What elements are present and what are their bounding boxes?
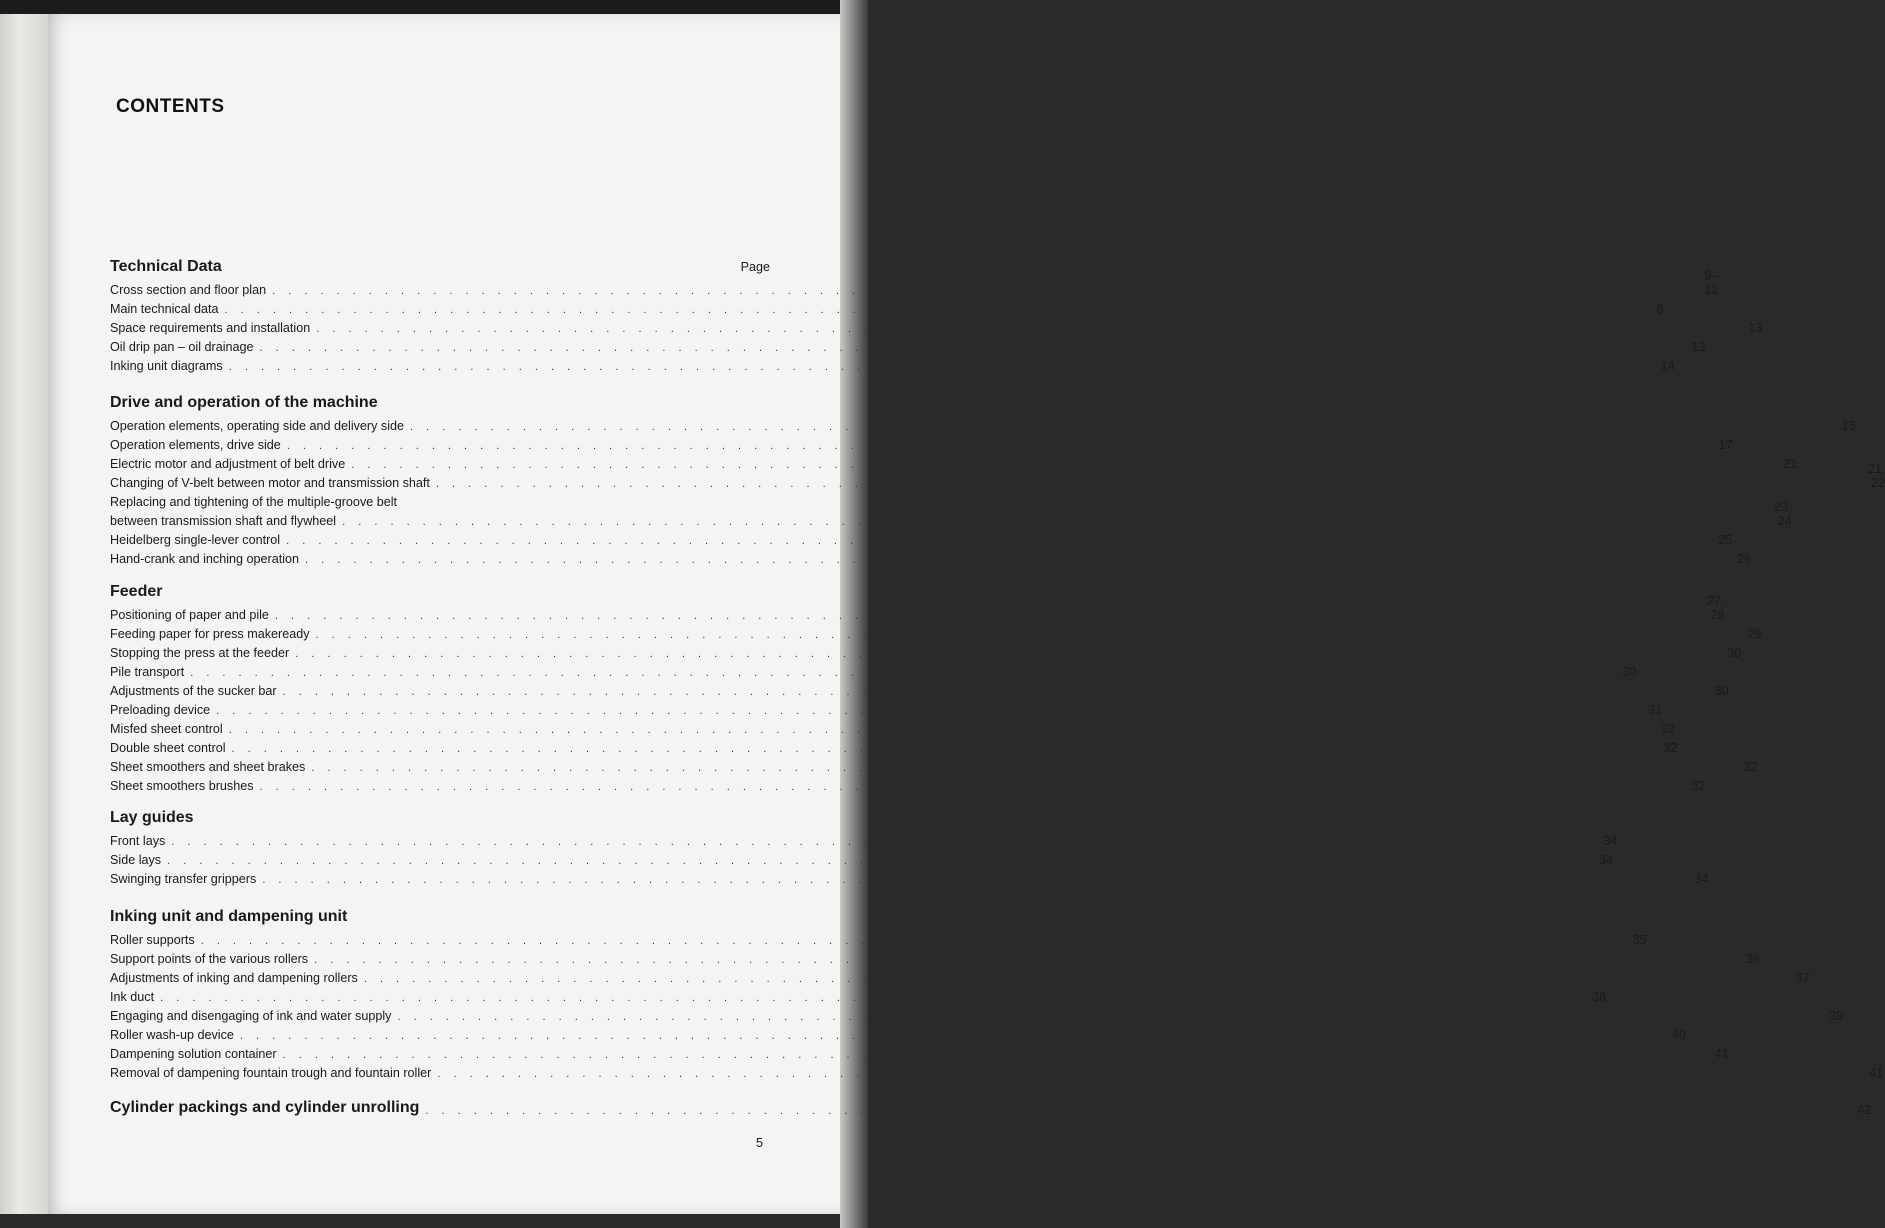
leader-dots: . . . . . . . . . . . . . . . . . . . . . . . . . . . . . . . . . . . . . . . . . . . . . . . . . . . . . . . . . . . . . . . . . . . . . . . . . . . . . . . . . . . . . . . . . xyxy=(228,361,1655,373)
toc-entry-page: 30 xyxy=(1714,684,1729,698)
leader-dots: . . . . . . . . . . . . . . . . . . . . . . . . . . . . . . . . . . . . . . . . . . . . . . . . . . . . . . . . . . . . . . . . . . . . . . . . . . . . . . . . . . . . . . . . . xyxy=(397,1011,1824,1023)
leader-dots: . . . . . . . . . . . . . . . . . . . . . . . . . . . . . . . . . . . . . . . . . . . . . . . . . . . . . . . . . . . . . . . . . . . . . . . . . . . . . . . . . . . . . . . . . xyxy=(282,686,1709,698)
section-heading: Lay guides xyxy=(110,809,194,826)
toc-entry-label: Operation elements, drive side xyxy=(110,438,287,452)
scan-border-top xyxy=(0,0,868,14)
toc-entry xyxy=(110,297,1664,316)
toc-entry-label: Adjustments of inking and dampening rollers xyxy=(110,971,364,985)
toc-entry xyxy=(110,679,1729,698)
leader-dots: . . . . . . . . . . . . . . . . . . . . . . . . . . . . . . . . . . . . . . . . . . . . . . . . . . . . . . . . . . . . . . . . . . . . . . . . . . . . . . . . . . . . . . . . . xyxy=(259,781,1686,793)
toc-entry-label: Inking unit diagrams xyxy=(110,359,229,373)
toc-entry-page: 21, 22 xyxy=(1867,462,1885,490)
leader-dots: . . . . . . . . . . . . . . . . . . . . . . . . . . . . . . . . . . . . . . . . . . . . . . . . . . . . . . . . . . . . . . . . . . . . . . . . . . . . . . . . . . . . . . . . . xyxy=(200,935,1627,947)
leader-dots: . . . . . . . . . . . . . . . . . . . . . . . . . . . . . . . . . . . . . . . . . . . . . . . . . . . . . . . . . . . . . . . . . . . . . . . . . . . . . . . . . . . . . . . . . xyxy=(425,1105,1852,1117)
toc-entry xyxy=(110,547,1751,566)
toc-entry-label: Changing of V-belt between motor and transmission shaft xyxy=(110,476,436,490)
toc-entry-page: 37 xyxy=(1795,971,1810,985)
toc-entry-label: Replacing and tightening of the multiple-groove belt xyxy=(110,495,403,509)
toc-entry-page: 38 xyxy=(1592,990,1607,1004)
toc-list xyxy=(110,414,1885,566)
toc-entry-label: Roller wash-up device xyxy=(110,1028,240,1042)
leader-dots: . . . . . . . . . . . . . . . . . . . . . . . . . . . . . . . . . . . . . . . . . . . . . . . . . . . . . . . . . . . . . . . . . . . . . . . . . . . . . . . . . . . . . . . . . xyxy=(228,724,1655,736)
toc-entry-label: Ink duct xyxy=(110,990,160,1004)
section-lay-guides xyxy=(110,809,1709,886)
leader-dots: . . . . . . . . . . . . . . . . . . . . . . . . . . . . . . . . . . . . . . . . . . . . . . . . . . . . . . . . . . . . . . . . . . . . . . . . . . . . . . . . . . . . . . . . . xyxy=(314,954,1741,966)
toc-entry-label: Roller supports xyxy=(110,933,201,947)
toc-entry xyxy=(110,641,1742,660)
toc-entry-label: Space requirements and installation xyxy=(110,321,316,335)
leader-dots: . . . . . . . . . . . . . . . . . . . . . . . . . . . . . . . . . . . . . . . . . . . . . . . . . . . . . . . . . . . . . . . . . . . . . . . . . . . . . . . . . . . . . . . . . xyxy=(274,610,1701,622)
toc-entry-label: Dampening solution container xyxy=(110,1047,283,1061)
toc-entry xyxy=(110,594,1725,622)
leader-dots: . . . . . . . . . . . . . . . . . . . . . . . . . . . . . . . . . . . . . . . . . . . . . . . . . . . . . . . . . . . . . . . . . . . . . . . . . . . . . . . . . . . . . . . . . xyxy=(351,459,1778,471)
leader-dots: . . . . . . . . . . . . . . . . . . . . . . . . . . . . . . . . . . . . . . . . . . . . . . . . . . . . . . . . . . . . . . . . . . . . . . . . . . . . . . . . . . . . . . . . . xyxy=(315,629,1742,641)
section-technical-data xyxy=(110,258,1763,373)
book-spine xyxy=(0,14,48,1214)
toc-entry-page: 32 xyxy=(1691,779,1706,793)
toc-entry xyxy=(110,867,1709,886)
leader-dots: . . . . . . . . . . . . . . . . . . . . . . . . . . . . . . . . . . . . . . . . . . . . . . . . . . . . . . . . . . . . . . . . . . . . . . . . . . . . . . . . . . . . . . . . . xyxy=(216,705,1643,717)
toc-entry-label: Stopping the press at the feeder xyxy=(110,646,295,660)
toc-entry-label: Front lays xyxy=(110,834,171,848)
toc-entry-page: 15 xyxy=(1841,419,1856,433)
leader-dots: . . . . . . . . . . . . . . . . . . . . . . . . . . . . . . . . . . . . . . . . . . . . . . . . . . . . . . . . . . . . . . . . . . . . . . . . . . . . . . . . . . . . . . . . . xyxy=(224,304,1651,316)
toc-entry xyxy=(110,928,1647,947)
toc-entry-page: 13 xyxy=(1691,340,1706,354)
toc-entry-label: Oil drip pan – oil drainage xyxy=(110,340,260,354)
toc-entry-page: 30 xyxy=(1727,646,1742,660)
toc-entry-label: Hand-crank and inching operation xyxy=(110,552,305,566)
leader-dots: . . . . . . . . . . . . . . . . . . . . . . . . . . . . . . . . . . . . . . . . . . . . . . . . . . . . . . . . . . . . . . . . . . . . . . . . . . . . . . . . . . . . . . . . . xyxy=(311,762,1738,774)
toc-entry-label: Cross section and floor plan xyxy=(110,283,272,297)
toc-entry-page: 34 xyxy=(1599,853,1614,867)
toc-entry xyxy=(110,452,1798,471)
toc-entry xyxy=(110,622,1762,641)
toc-entry-page: 34 xyxy=(1603,834,1618,848)
toc-list xyxy=(110,594,1762,793)
toc-entry-page: 39 xyxy=(1829,1009,1844,1023)
toc-entry-page: 14 xyxy=(1660,359,1675,373)
toc-entry-label: Engaging and disengaging of ink and water supply xyxy=(110,1009,397,1023)
toc-entry-label: Cylinder packings and cylinder unrolling xyxy=(110,1099,425,1117)
toc-entry-label: Adjustments of the sucker bar xyxy=(110,684,283,698)
section-heading: Drive and operation of the machine xyxy=(110,394,378,411)
toc-entry-page: 32 xyxy=(1663,741,1678,755)
toc-entry-label: Pile transport xyxy=(110,665,190,679)
toc-entry xyxy=(110,1061,1884,1080)
leader-dots: . . . . . . . . . . . . . . . . . . . . . . . . . . . . . . . . . . . . . . . . . . . . . . . . . . . . . . . . . . . . . . . . . . . . . . . . . . . . . . . . . . . . . . . . . xyxy=(363,973,1790,985)
toc-entry-page: 29 xyxy=(1747,627,1762,641)
toc-entry-label: Support points of the various rollers xyxy=(110,952,314,966)
toc-entry-page: 13 xyxy=(1748,321,1763,335)
leader-dots: . . . . . . . . . . . . . . . . . . . . . . . . . . . . . . . . . . . . . . . . . . . . . . . . . . . . . . . . . . . . . . . . . . . . . . . . . . . . . . . . . . . . . . . . . xyxy=(286,440,1713,452)
toc-entry xyxy=(110,985,1607,1004)
toc-entry-page: 26 xyxy=(1736,552,1751,566)
leader-dots: . . . . . . . . . . . . . . . . . . . . . . . . . . . . . . . . . . . . . . . . . . . . . . . . . . . . . . . . . . . . . . . . . . . . . . . . . . . . . . . . . . . . . . . . . xyxy=(231,743,1658,755)
toc-entry-page: 21 xyxy=(1783,457,1798,471)
section-feeder xyxy=(110,583,1762,793)
toc-entry xyxy=(110,1098,1872,1117)
toc-entry xyxy=(110,354,1675,373)
leader-dots: . . . . . . . . . . . . . . . . . . . . . . . . . . . . . . . . . . . . . . . . . . . . . . . . . . . . . . . . . . . . . . . . . . . . . . . . . . . . . . . . . . . . . . . . . xyxy=(342,516,1769,528)
toc-entry-page: 35 xyxy=(1632,933,1647,947)
toc-list xyxy=(110,829,1709,886)
leader-dots: . . . . . . . . . . . . . . . . . . . . . . . . . . . . . . . . . . . . . . . . . . . . . . . . . . . . . . . . . . . . . . . . . . . . . . . . . . . . . . . . . . . . . . . . . xyxy=(316,323,1743,335)
toc-entry-label: Side lays xyxy=(110,853,167,867)
toc-entry-page: 42 xyxy=(1857,1103,1872,1117)
leader-dots: . . . . . . . . . . . . . . . . . . . . . . . . . . . . . . . . . . . . . . . . . . . . . . . . . . . . . . . . . . . . . . . . . . . . . . . . . . . . . . . . . . . . . . . . . xyxy=(305,554,1731,566)
toc-list xyxy=(110,928,1884,1080)
toc-entry-label: Sheet smoothers brushes xyxy=(110,779,260,793)
toc-entry-label: Electric motor and adjustment of belt drive xyxy=(110,457,351,471)
leader-dots: . . . . . . . . . . . . . . . . . . . . . . . . . . . . . . . . . . . . . . . . . . . . . . . . . . . . . . . . . . . . . . . . . . . . . . . . . . . . . . . . . . . . . . . . . xyxy=(160,992,1587,1004)
toc-entry xyxy=(110,269,1719,297)
toc-entry-label: Sheet smoothers and sheet brakes xyxy=(110,760,311,774)
toc-entry-page: 36 xyxy=(1746,952,1761,966)
leader-dots: . . . . . . . . . . . . . . . . . . . . . . . . . . . . . . . . . . . . . . . . . . . . . . . . . . . . . . . . . . . . . . . . . . . . . . . . . . . . . . . . . . . . . . . . . xyxy=(239,1030,1666,1042)
section-heading: Inking unit and dampening unit xyxy=(110,908,348,925)
leader-dots: . . . . . . . . . . . . . . . . . . . . . . . . . . . . . . . . . . . . . . . . . . . . . . . . . . . . . . . . . . . . . . . . . . . . . . . . . . . . . . . . . . . . . . . . . xyxy=(435,478,1862,490)
toc-entry xyxy=(110,698,1663,717)
toc-entry-page: 25 xyxy=(1718,533,1733,547)
page-title: CONTENTS xyxy=(116,96,225,117)
toc-entry xyxy=(110,528,1733,547)
toc-entry-page: 34 xyxy=(1694,872,1709,886)
toc-entry-label: between transmission shaft and flywheel xyxy=(110,514,342,528)
toc-entry xyxy=(110,1004,1844,1023)
leader-dots: . . . . . . . . . . . . . . . . . . . . . . . . . . . . . . . . . . . . . . . . . . . . . . . . . . . . . . . . . . . . . . . . . . . . . . . . . . . . . . . . . . . . . . . . . xyxy=(167,855,1594,867)
toc-entry xyxy=(110,660,1637,679)
leader-dots: . . . . . . . . . . . . . . . . . . . . . . . . . . . . . . . . . . . . . . . . . . . . . . . . . . . . . . . . . . . . . . . . . . . . . . . . . . . . . . . . . . . . . . . . . xyxy=(286,535,1713,547)
toc-entry-label: Operation elements, operating side and delivery side xyxy=(110,419,410,433)
toc-entry-page: 31 xyxy=(1648,703,1663,717)
toc-entry-page: 41 xyxy=(1714,1047,1729,1061)
toc-entry xyxy=(110,1042,1729,1061)
toc-entry xyxy=(110,717,1675,736)
page-number: 5 xyxy=(756,1136,764,1150)
section-inking-dampening xyxy=(110,908,1884,1080)
section-drive-operation xyxy=(110,394,1885,566)
leader-dots: . . . . . . . . . . . . . . . . . . . . . . . . . . . . . . . . . . . . . . . . . . . . . . . . . . . . . . . . . . . . . . . . . . . . . . . . . . . . . . . . . . . . . . . . . xyxy=(262,874,1689,886)
toc-entry-page: 8 xyxy=(1656,302,1664,316)
toc-entry-label: Removal of dampening fountain trough and fountain roller xyxy=(110,1066,437,1080)
toc-entry-page: 30 xyxy=(1622,665,1637,679)
leader-dots: . . . . . . . . . . . . . . . . . . . . . . . . . . . . . . . . . . . . . . . . . . . . . . . . . . . . . . . . . . . . . . . . . . . . . . . . . . . . . . . . . . . . . . . . . xyxy=(190,667,1617,679)
toc-entry xyxy=(110,335,1706,354)
toc-entry-page: 40 xyxy=(1671,1028,1686,1042)
section-heading: Technical Data xyxy=(110,258,222,275)
toc-entry-page: 27, 28 xyxy=(1706,594,1725,622)
toc-entry-label: Heidelberg single-lever control xyxy=(110,533,286,547)
toc-entry xyxy=(110,755,1758,774)
toc-entry xyxy=(110,1023,1686,1042)
toc-entry-label: Misfed sheet control xyxy=(110,722,229,736)
toc-entry xyxy=(110,947,1761,966)
leader-dots: . . . . . . . . . . . . . . . . . . . . . . . . . . . . . . . . . . . . . . . . . . . . . . . . . . . . . . . . . . . . . . . . . . . . . . . . . . . . . . . . . . . . . . . . . xyxy=(272,285,1699,297)
toc-entry-label: Preloading device xyxy=(110,703,216,717)
toc-entry xyxy=(110,433,1733,452)
section-cylinder-packings xyxy=(110,1098,1872,1117)
toc-entry xyxy=(110,414,1856,433)
toc-entry-page: 23, 24 xyxy=(1774,500,1792,528)
toc-list xyxy=(110,269,1763,373)
toc-entry-label: Double sheet control xyxy=(110,741,232,755)
toc-entry-page: 32 xyxy=(1743,760,1758,774)
leader-dots: . . . . . . . . . . . . . . . . . . . . . . . . . . . . . . . . . . . . . . . . . . . . . . . . . . . . . . . . . . . . . . . . . . . . . . . . . . . . . . . . . . . . . . . . . xyxy=(437,1068,1864,1080)
toc-entry xyxy=(110,316,1763,335)
section-heading: Feeder xyxy=(110,583,163,600)
leader-dots: . . . . . . . . . . . . . . . . . . . . . . . . . . . . . . . . . . . . . . . . . . . . . . . . . . . . . . . . . . . . . . . . . . . . . . . . . . . . . . . . . . . . . . . . . xyxy=(282,1049,1709,1061)
leader-dots: . . . . . . . . . . . . . . . . . . . . . . . . . . . . . . . . . . . . . . . . . . . . . . . . . . . . . . . . . . . . . . . . . . . . . . . . . . . . . . . . . . . . . . . . . xyxy=(295,648,1722,660)
toc-entry-label: Feeding paper for press makeready xyxy=(110,627,316,641)
toc-entry-page: 9–12 xyxy=(1704,269,1719,297)
toc-entry xyxy=(110,774,1706,793)
toc-entry-page: 17 xyxy=(1718,438,1733,452)
toc-entry xyxy=(110,490,770,509)
toc-entry xyxy=(110,736,1678,755)
toc-entry-page: 41 xyxy=(1869,1066,1884,1080)
leader-dots: . . . . . . . . . . . . . . . . . . . . . . . . . . . . . . . . . . . . . . . . . . . . . . . . . . . . . . . . . . . . . . . . . . . . . . . . . . . . . . . . . . . . . . . . . xyxy=(259,342,1686,354)
toc-entry xyxy=(110,966,1810,985)
toc-entry xyxy=(110,829,1618,848)
toc-entry-label: Main technical data xyxy=(110,302,225,316)
page-column-label: Page xyxy=(740,260,770,274)
toc-entry-label: Swinging transfer grippers xyxy=(110,872,262,886)
leader-dots: . . . . . . . . . . . . . . . . . . . . . . . . . . . . . . . . . . . . . . . . . . . . . . . . . . . . . . . . . . . . . . . . . . . . . . . . . . . . . . . . . . . . . . . . . xyxy=(171,836,1598,848)
toc-entry-page: 32 xyxy=(1660,722,1675,736)
toc-entry-label: Positioning of paper and pile xyxy=(110,608,275,622)
leader-dots: . . . . . . . . . . . . . . . . . . . . . . . . . . . . . . . . . . . . . . . . . . . . . . . . . . . . . . . . . . . . . . . . . . . . . . . . . . . . . . . . . . . . . . . . . xyxy=(410,421,1836,433)
toc-entry xyxy=(110,848,1614,867)
